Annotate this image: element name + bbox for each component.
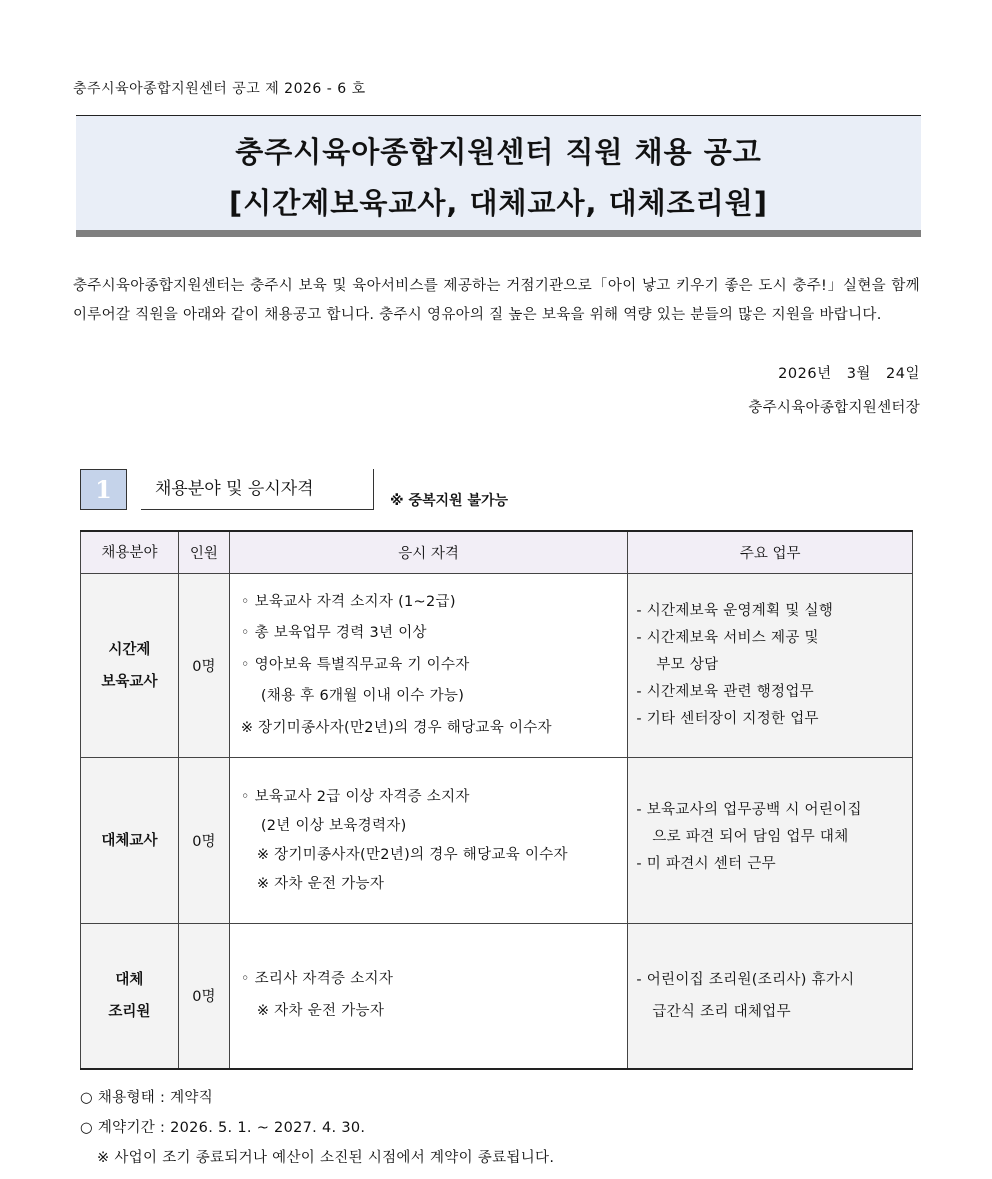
signer: 충주시육아종합지원센터장 (748, 400, 920, 416)
duty-item: - 어린이집 조리원(조리사) 휴가시 (636, 971, 855, 988)
count-cell: 0명 (178, 574, 229, 758)
qualification-item: ◦ 조리사 자격증 소지자 (240, 971, 394, 988)
field-name: 시간제 (108, 641, 151, 658)
field-cell (81, 758, 179, 924)
notice-number: 충주시육아종합지원센터 공고 제 2026 - 6 호 (73, 81, 366, 97)
duty-item: - 보육교사의 업무공백 시 어린이집 (636, 802, 862, 818)
qualification-item: ◦ 보육교사 2급 이상 자격증 소지자 (240, 788, 470, 805)
duty-item: 부모 상담 (656, 657, 719, 673)
duty-item: - 시간제보육 서비스 제공 및 (636, 630, 819, 646)
page-subtitle: [시간제보육교사, 대체교사, 대체조리원] (229, 186, 768, 220)
notice-date: 2026년 3월 24일 (778, 366, 920, 382)
qualification-item: (채용 후 6개월 이내 이수 가능) (260, 688, 465, 705)
duty-item: - 시간제보육 운영계획 및 실행 (636, 603, 834, 619)
qualification-item: ◦ 영아보육 특별직무교육 기 이수자 (240, 656, 470, 673)
field-name: 대체교사 (101, 832, 158, 849)
qualification-cell (229, 924, 628, 1069)
page-title: 충주시육아종합지원센터 직원 채용 공고 (235, 135, 762, 169)
table-row (81, 758, 913, 924)
contract-note: ※ 사업이 조기 종료되거나 예산이 소진된 시점에서 계약이 종료됩니다. (97, 1150, 555, 1166)
qualification-item: ◦ 보육교사 자격 소지자 (1~2급) (240, 593, 456, 610)
table-row (81, 924, 913, 1069)
table-row (81, 574, 913, 758)
duty-item: - 기타 센터장이 지정한 업무 (636, 711, 819, 727)
qualification-cell (229, 574, 628, 758)
header-duty: 주요 업무 (628, 531, 913, 574)
count-cell: 0명 (178, 924, 229, 1069)
qualification-cell (229, 758, 628, 924)
field-name: 조리원 (108, 1003, 151, 1020)
field-cell (81, 924, 179, 1069)
qualification-item: (2년 이상 보육경력자) (260, 817, 407, 834)
title-box (76, 115, 921, 237)
header-qualification: 응시 자격 (229, 531, 628, 574)
section-number: 1 (80, 469, 127, 510)
employment-type: ○ 채용형태 : 계약직 (80, 1090, 214, 1106)
qualification-item: ◦ 총 보육업무 경력 3년 이상 (240, 625, 427, 642)
duty-item: - 미 파견시 센터 근무 (636, 856, 776, 872)
table-header-row (81, 531, 913, 574)
field-name: 대체 (115, 971, 144, 988)
field-cell (81, 574, 179, 758)
employment-info (80, 1083, 554, 1173)
qualification-item: ※ 장기미종사자(만2년)의 경우 해당교육 이수자 (240, 719, 552, 736)
count-cell: 0명 (178, 758, 229, 924)
jobs-table (80, 530, 913, 1070)
intro-paragraph: 충주시육아종합지원센터는 충주시 보육 및 육아서비스를 제공하는 거점기관으로「아이 낳고 키우기 좋은 도시 충주!」실현을 함께 이루어갈 직원을 아래와 같이 채용공고 합니다. 충주시 영유아의 질 높은 보육을 위해 역량 있는 분들의 많은 지원을 바랍니다. (73, 278, 920, 323)
duty-cell (628, 574, 913, 758)
qualification-item: ※ 장기미종사자(만2년)의 경우 해당교육 이수자 (256, 846, 568, 863)
duty-cell (628, 924, 913, 1069)
qualification-item: ※ 자차 운전 가능자 (256, 1002, 385, 1019)
duty-cell (628, 758, 913, 924)
header-count: 인원 (178, 531, 229, 574)
header-field: 채용분야 (81, 531, 179, 574)
duty-item: - 시간제보육 관련 행정업무 (636, 684, 814, 700)
duty-item: 급간식 조리 대체업무 (652, 1003, 791, 1020)
section-note: ※ 중복지원 불가능 (390, 493, 509, 509)
qualification-item: ※ 자차 운전 가능자 (256, 875, 385, 892)
contract-period: ○ 계약기간 : 2026. 5. 1. ~ 2027. 4. 30. (80, 1120, 366, 1136)
field-name: 보육교사 (101, 673, 158, 690)
section-title: 채용분야 및 응시자격 (141, 469, 374, 510)
duty-item: 으로 파견 되어 담임 업무 대체 (652, 829, 849, 845)
